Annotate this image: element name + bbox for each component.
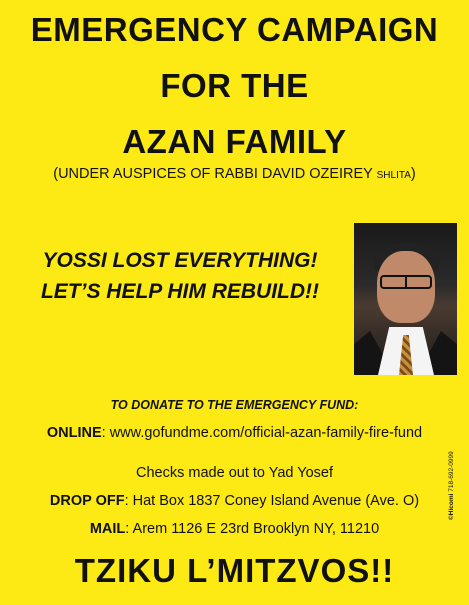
- dropoff-address: : Hat Box 1837 Coney Island Avenue (Ave. O): [124, 493, 420, 509]
- auspices-close: ): [410, 166, 416, 182]
- auspices-shlita: SHLITA: [376, 170, 411, 181]
- donate-heading: TO DONATE TO THE EMERGENCY FUND:: [110, 398, 359, 412]
- headline-line-1: YOSSI LOST EVERYTHING!: [42, 249, 318, 272]
- mail-label: MAIL: [89, 521, 126, 537]
- online-line: [0, 425, 469, 441]
- checks-line: Checks made out to Yad Yosef: [136, 465, 333, 481]
- auspices-line: [0, 166, 469, 182]
- side-credit-phone: 718-692-0999: [448, 451, 455, 494]
- online-link[interactable]: : www.gofundme.com/official-azan-family-fire-fund: [101, 425, 423, 441]
- dropoff-line: [0, 493, 469, 509]
- title-line-1: EMERGENCY CAMPAIGN: [30, 11, 439, 48]
- photo-glasses: [380, 275, 432, 289]
- online-label: ONLINE: [46, 425, 102, 441]
- side-credit: [448, 451, 455, 520]
- mail-line: [0, 521, 469, 537]
- footer-slogan: TZIKU L’MITZVOS!!: [74, 552, 395, 589]
- headline-line-2: LET’S HELP HIM REBUILD!!: [40, 280, 320, 303]
- title-line-2: FOR THE: [160, 67, 309, 104]
- portrait-photo: [354, 223, 457, 375]
- dropoff-label: DROP OFF: [49, 493, 125, 509]
- mail-address: : Arem 1126 E 23rd Brooklyn NY, 11210: [125, 521, 380, 537]
- side-credit-brand: ©Hicomi: [448, 493, 455, 520]
- campaign-title: [0, 2, 469, 170]
- title-line-3: AZAN FAMILY: [122, 123, 347, 160]
- auspices-main: (UNDER AUSPICES OF RABBI DAVID OZEIREY: [53, 166, 377, 182]
